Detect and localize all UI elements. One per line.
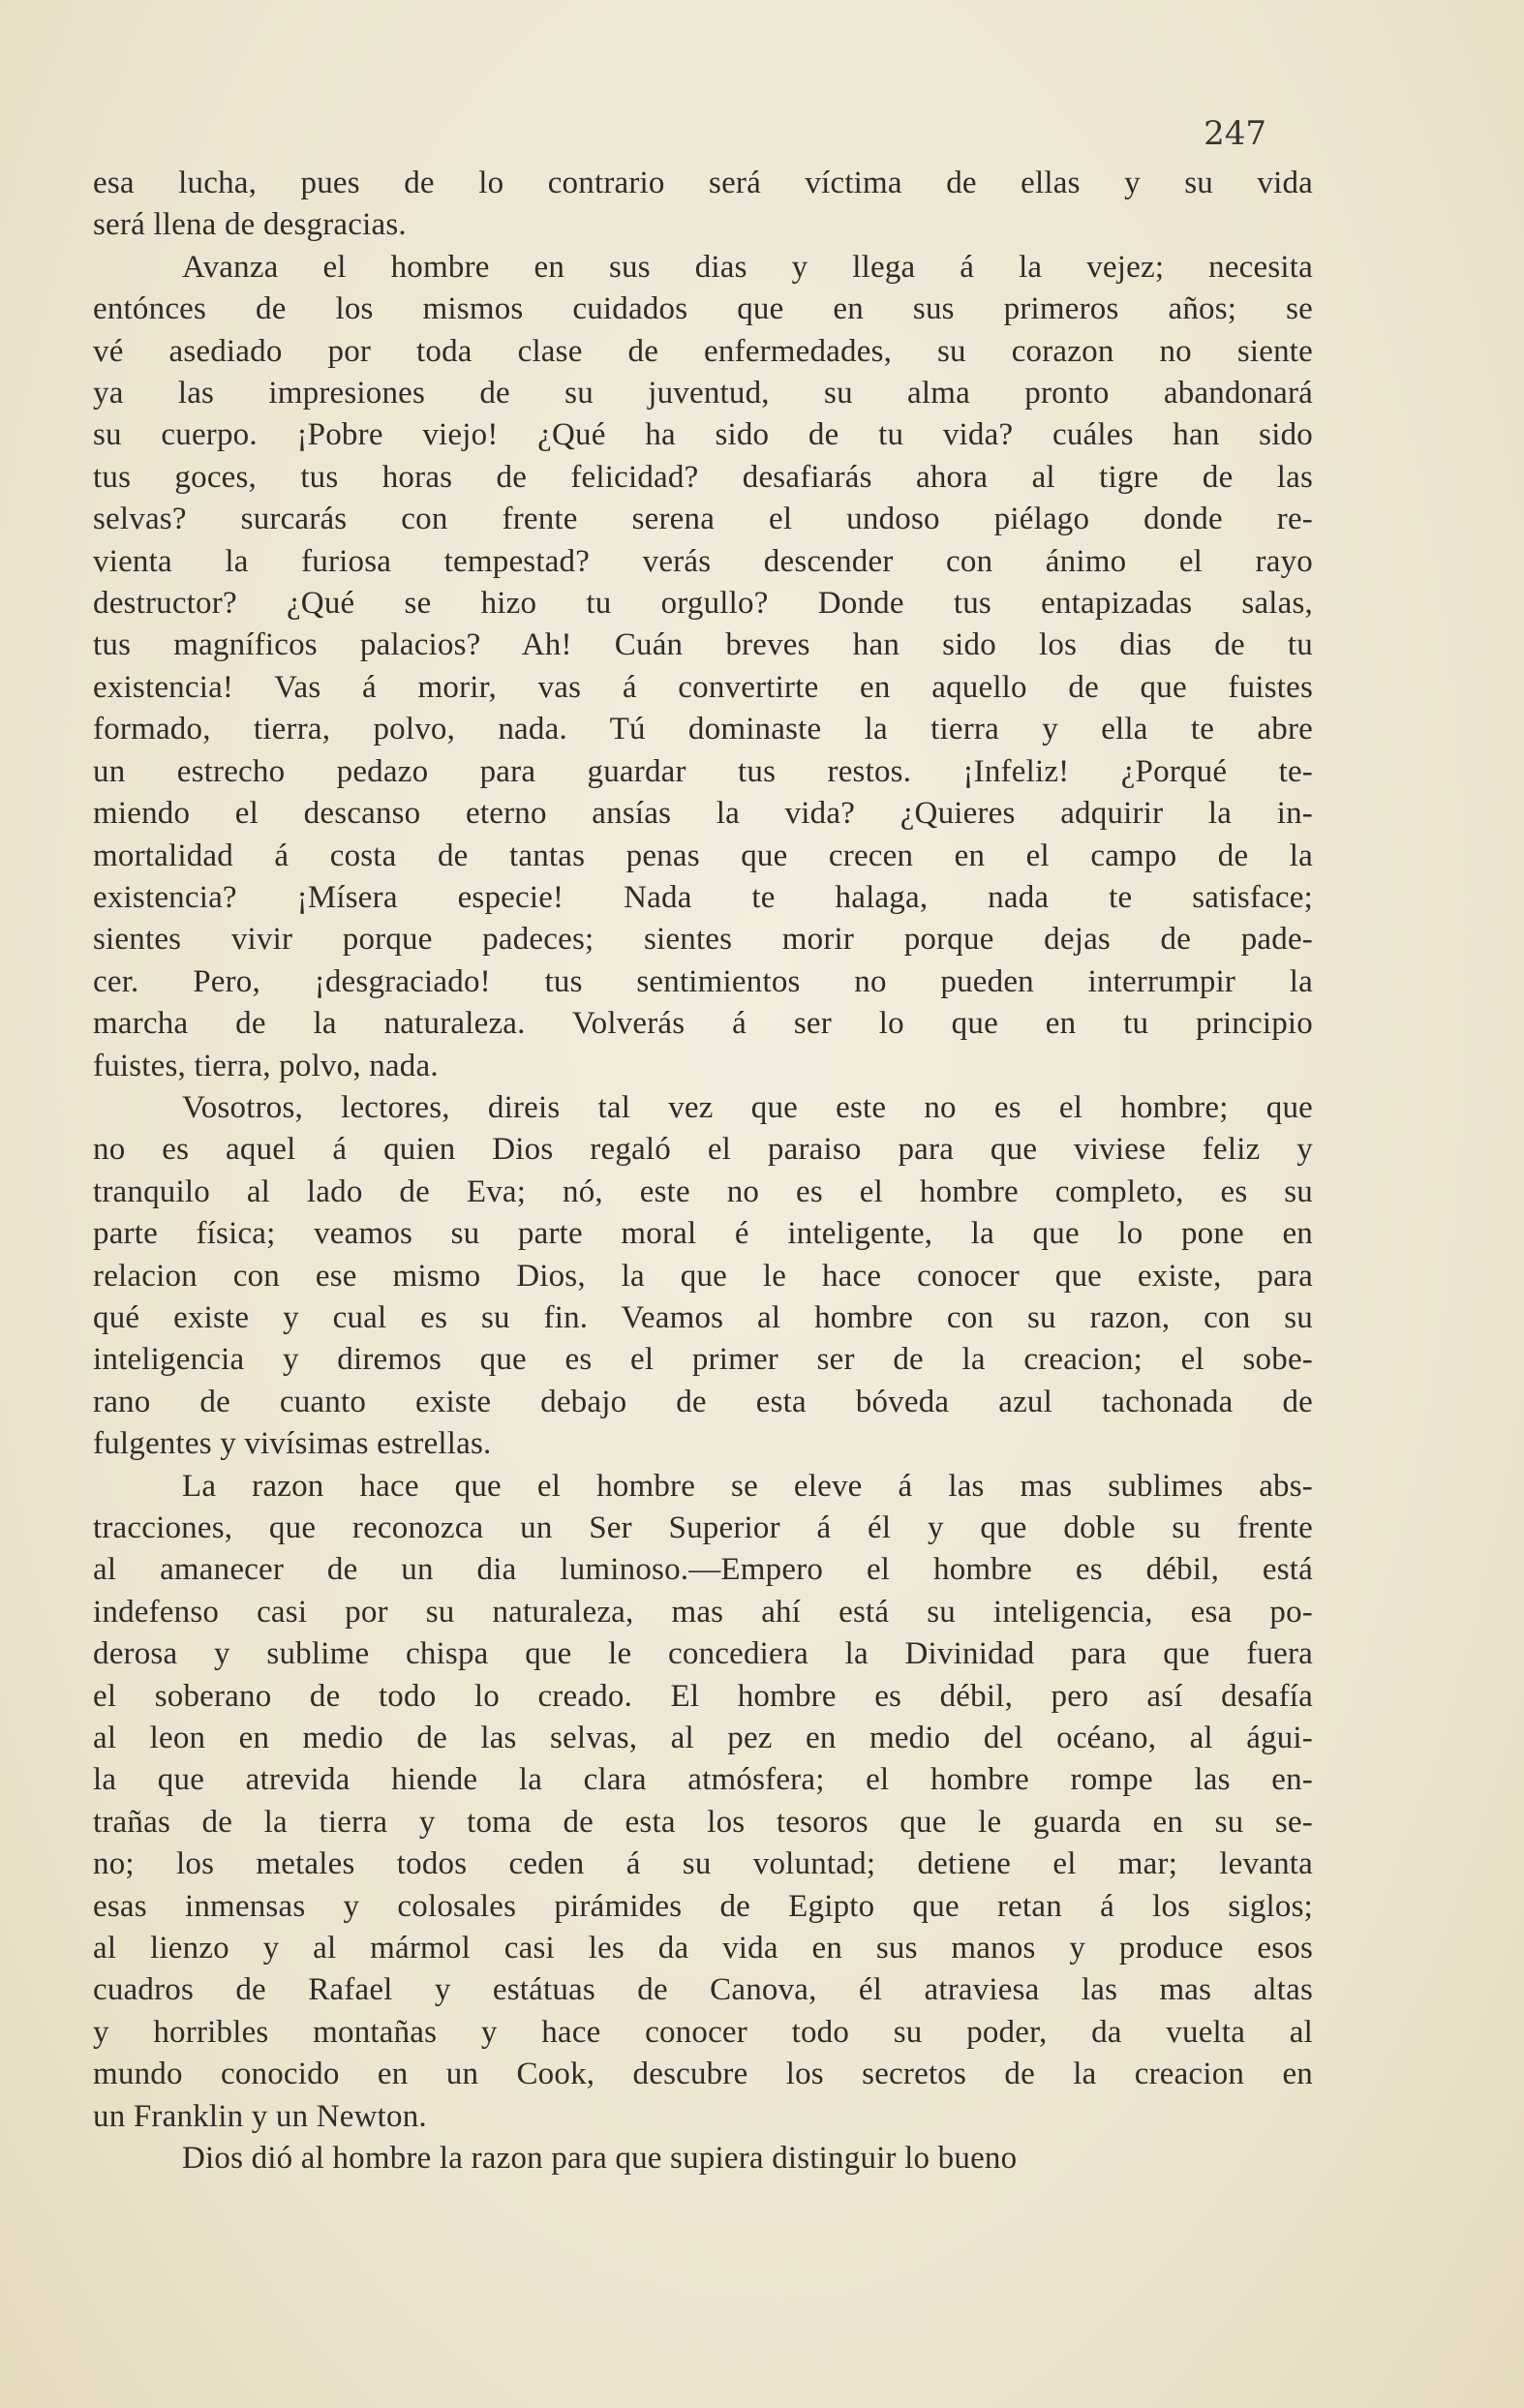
text-line: esa lucha, pues de lo contrario será víctima de ellas y su vida <box>93 166 1313 200</box>
text-line: relacion con ese mismo Dios, la que le hace conocer que existe, para <box>93 1258 1313 1294</box>
text-line: La razon hace que el hombre se eleve á las mas sublimes abs- <box>182 1468 1313 1504</box>
text-line: derosa y sublime chispa que le concediera la Divinidad para que fuera <box>93 1636 1313 1672</box>
text-line: ya las impresiones de su juventud, su alma pronto abandonará <box>93 376 1313 411</box>
text-line: el soberano de todo lo creado. El hombre es débil, pero así desafía <box>93 1678 1313 1714</box>
paragraph <box>93 1087 1313 1466</box>
paragraph <box>93 163 1313 247</box>
text-line: tracciones, que reconozca un Ser Superior á él y que doble su frente <box>93 1510 1313 1545</box>
text-line: mortalidad á costa de tantas penas que crecen en el campo de la <box>93 838 1313 873</box>
text-line: su cuerpo. ¡Pobre viejo! ¿Qué ha sido de tu vida? cuáles han sido <box>93 417 1313 453</box>
text-line: un Franklin y un Newton. <box>93 2098 427 2134</box>
paragraph <box>93 247 1313 1087</box>
text-line: existencia! Vas á morir, vas á convertirte en aquello de que fuistes <box>93 669 1313 705</box>
text-line: marcha de la naturaleza. Volverás á ser lo que en tu principio <box>93 1006 1313 1042</box>
text-line: al leon en medio de las selvas, al pez en medio del océano, al águi- <box>93 1721 1313 1756</box>
page-number: 247 <box>1204 114 1266 153</box>
text-line: cer. Pero, ¡desgraciado! tus sentimientos no pueden interrumpir la <box>93 963 1313 999</box>
text-line: fulgentes y vivísimas estrellas. <box>93 1426 492 1462</box>
text-line: la que atrevida hiende la clara atmósfera; el hombre rompe las en- <box>93 1762 1313 1798</box>
text-line: cuadros de Rafael y estátuas de Canova, él atraviesa las mas altas <box>93 1972 1313 2008</box>
text-line: vé asediado por toda clase de enfermedades, su corazon no siente <box>93 333 1313 369</box>
text-line: qué existe y cual es su fin. Veamos al hombre con su razon, con su <box>93 1299 1313 1335</box>
text-line: Dios dió al hombre la razon para que supiera distinguir lo bueno <box>182 2141 1018 2177</box>
paragraph <box>93 1466 1313 2139</box>
text-line: Avanza el hombre en sus dias y llega á la vejez; necesita <box>182 249 1313 285</box>
text-line: miendo el descanso eterno ansías la vida? ¿Quieres adquirir la in- <box>93 796 1313 832</box>
text-line: entónces de los mismos cuidados que en sus primeros años; se <box>93 291 1313 327</box>
text-line: formado, tierra, polvo, nada. Tú dominaste la tierra y ella te abre <box>93 712 1313 747</box>
text-line: fuistes, tierra, polvo, nada. <box>93 1048 439 1083</box>
text-line: selvas? surcarás con frente serena el undoso piélago donde re- <box>93 502 1313 537</box>
text-line: inteligencia y diremos que es el primer ser de la creacion; el sobe- <box>93 1342 1313 1378</box>
body-text <box>93 163 1313 2180</box>
text-line: no es aquel á quien Dios regaló el paraiso para que viviese feliz y <box>93 1132 1313 1168</box>
text-line: indefenso casi por su naturaleza, mas ahí está su inteligencia, esa po- <box>93 1594 1313 1630</box>
paragraph <box>93 2138 1313 2179</box>
text-line: será llena de desgracias. <box>93 207 407 243</box>
text-line: tus magníficos palacios? Ah! Cuán breves han sido los dias de tu <box>93 627 1313 663</box>
text-line: al amanecer de un dia luminoso.—Empero el hombre es débil, está <box>93 1552 1313 1588</box>
text-line: Vosotros, lectores, direis tal vez que este no es el hombre; que <box>182 1089 1313 1125</box>
text-line: tus goces, tus horas de felicidad? desafiarás ahora al tigre de las <box>93 459 1313 495</box>
text-line: mundo conocido en un Cook, descubre los secretos de la creacion en <box>93 2057 1313 2092</box>
text-line: trañas de la tierra y toma de esta los tesoros que le guarda en su se- <box>93 1804 1313 1840</box>
text-line: no; los metales todos ceden á su voluntad; detiene el mar; levanta <box>93 1846 1313 1882</box>
text-line: al lienzo y al mármol casi les da vida en sus manos y produce esos <box>93 1931 1313 1966</box>
text-line: un estrecho pedazo para guardar tus restos. ¡Infeliz! ¿Porqué te- <box>93 753 1313 789</box>
text-line: rano de cuanto existe debajo de esta bóveda azul tachonada de <box>93 1384 1313 1419</box>
text-line: destructor? ¿Qué se hizo tu orgullo? Donde tus entapizadas salas, <box>93 586 1313 622</box>
text-line: esas inmensas y colosales pirámides de Egipto que retan á los siglos; <box>93 1888 1313 1924</box>
text-line: y horribles montañas y hace conocer todo su poder, da vuelta al <box>93 2014 1313 2050</box>
text-line: parte física; veamos su parte moral é inteligente, la que lo pone en <box>93 1216 1313 1252</box>
text-line: vienta la furiosa tempestad? verás descender con ánimo el rayo <box>93 543 1313 579</box>
text-line: tranquilo al lado de Eva; nó, este no es el hombre completo, es su <box>93 1174 1313 1209</box>
text-line: sientes vivir porque padeces; sientes morir porque dejas de pade- <box>93 922 1313 958</box>
text-line: existencia? ¡Mísera especie! Nada te halaga, nada te satisface; <box>93 879 1313 915</box>
